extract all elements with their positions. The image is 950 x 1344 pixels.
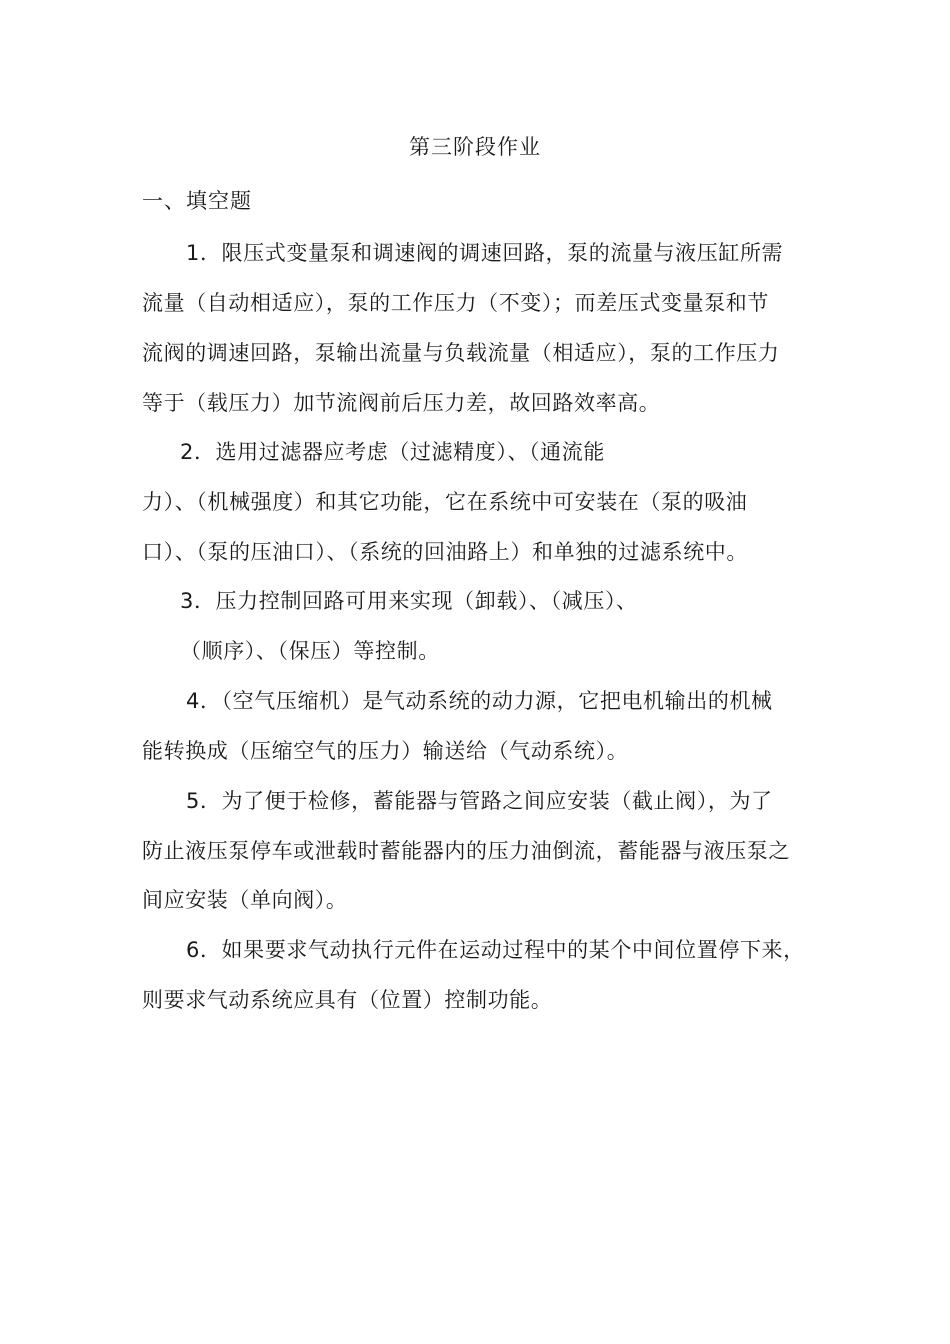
text-line: 6．如果要求气动执行元件在运动过程中的某个中间位置停下来，: [186, 938, 805, 962]
text-line: 口）、（泵的压油口）、（系统的回油路上）和单独的过滤系统中。: [142, 540, 748, 564]
text-line: 4．（空气压缩机）是气动系统的动力源，它把电机输出的机械: [186, 689, 773, 713]
text-line: 3．压力控制回路可用来实现（卸载）、（减压）、: [180, 589, 638, 613]
text-line: 力）、（机械强度）和其它功能，它在系统中可安装在（泵的吸油: [142, 490, 748, 514]
text-line: 流量（自动相适应），泵的工作压力（不变）；而差压式变量泵和节: [142, 291, 769, 315]
document-title: 第三阶段作业: [409, 135, 541, 159]
text-line: 等于（载压力）加节流阀前后压力差，故回路效率高。: [142, 391, 661, 415]
section-heading: 一、填空题: [142, 189, 252, 213]
text-line: 防止液压泵停车或泄载时蓄能器内的压力油倒流，蓄能器与液压泵之: [142, 839, 790, 863]
text-line: （顺序）、（保压）等控制。: [180, 639, 440, 663]
text-line: 能转换成（压缩空气的压力）输送给（气动系统）。: [142, 739, 629, 763]
text-line: 1．限压式变量泵和调速阀的调速回路，泵的流量与液压缸所需: [186, 241, 784, 265]
text-line: 5．为了便于检修，蓄能器与管路之间应安装（截止阀），为了: [186, 789, 773, 813]
text-line: 流阀的调速回路，泵输出流量与负载流量（相适应），泵的工作压力: [142, 341, 780, 365]
text-line: 2．选用过滤器应考虑（过滤精度）、（通流能: [180, 440, 605, 464]
text-line: 则要求气动系统应具有（位置）控制功能。: [142, 988, 553, 1012]
text-line: 间应安装（单向阀）。: [142, 888, 348, 912]
